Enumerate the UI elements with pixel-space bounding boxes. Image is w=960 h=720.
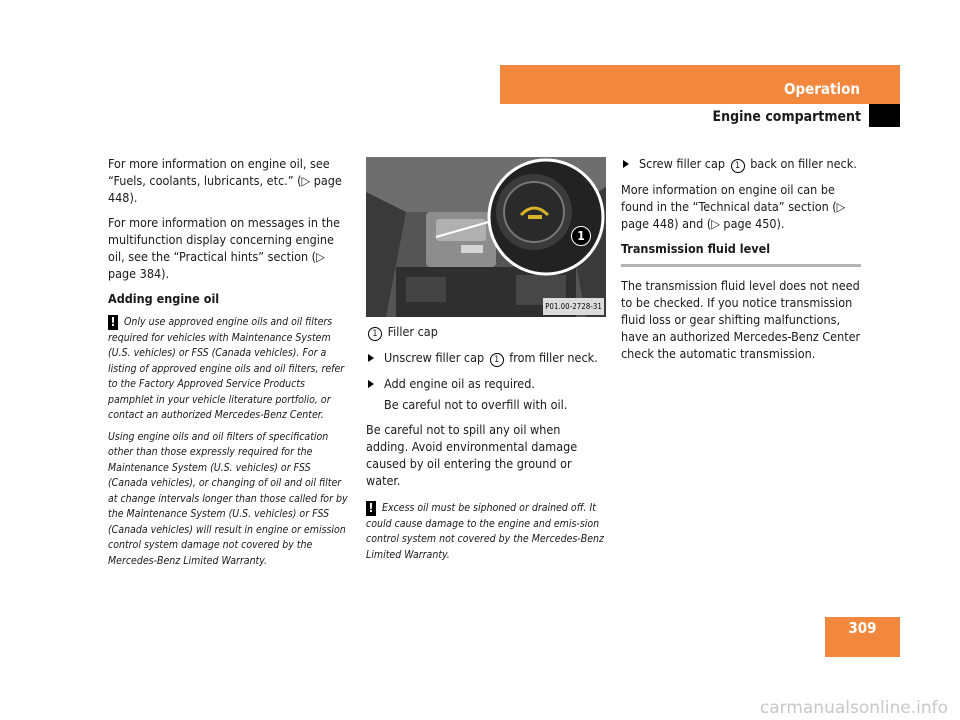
section-header: Operation <box>500 65 900 104</box>
engine-illustration <box>366 157 606 317</box>
step-text: back on filler neck. <box>750 156 857 171</box>
column-middle <box>366 155 606 569</box>
column-left <box>108 155 352 575</box>
warning-note-oils <box>108 315 352 424</box>
watermark: carmanualsonline.info <box>759 698 948 718</box>
page-number: 309 <box>825 617 900 657</box>
warning-note-oils-text: Only use approved engine oils and oil filters required for vehicles with Maintenance System (U.S. vehicles) or FSS (Canada vehicles). For a listing of approved engine oils and oil filters, refer to the Factory Approved Service Products pamphlet in your vehicle literature portfolio, or contact an authorized Mercedes-Benz Center. <box>108 316 345 421</box>
step-text: Screw filler cap <box>639 156 726 171</box>
engine-compartment-photo <box>366 157 606 317</box>
step-unscrew-cap <box>366 349 606 367</box>
paragraph-messages-info: For more information on messages in the multifunction display concerning engine oil, see the “Practical hints” section (▷ page 384). <box>108 215 341 281</box>
callout-number: 1 <box>368 327 382 341</box>
image-code: P01.00-2728-31 <box>543 298 604 315</box>
heading-adding-engine-oil: Adding engine oil <box>108 291 220 306</box>
paragraph-technical-data: More information on engine oil can be found in the “Technical data” section (▷ page 448) and (▷ page 450). <box>621 182 846 231</box>
warning-icon: ! <box>366 501 376 516</box>
column-right <box>621 155 861 370</box>
legend-filler-cap <box>366 323 606 341</box>
step-add-oil-note: Be careful not to overfill with oil. <box>384 397 568 412</box>
warning-icon: ! <box>108 315 118 330</box>
warning-note-excess-oil <box>366 501 606 563</box>
callout-number: 1 <box>731 159 745 173</box>
step-add-oil: Add engine oil as required. <box>366 375 606 392</box>
paragraph-transmission-fluid: The transmission fluid level does not need to be checked. If you notice transmission fluid loss or gear shifting malfunctions, have an authorized Mercedes-Benz Center check the automatic transmission. <box>621 278 861 361</box>
callout-1: 1 <box>571 226 591 246</box>
paragraph-spill-warning: Be careful not to spill any oil when adding. Avoid environmental damage caused by oil entering the ground or water. <box>366 422 578 488</box>
step-screw-cap <box>621 155 861 173</box>
paragraph-oil-info: For more information on engine oil, see “Fuels, coolants, lubricants, etc.” (▷ page 448). <box>108 156 342 205</box>
subsection-header: Engine compartment <box>712 109 861 125</box>
step-text: from filler neck. <box>509 350 598 365</box>
step-text: Unscrew filler cap <box>384 350 485 365</box>
warning-note-specification: Using engine oils and oil filters of specification other than those expressly required for the Maintenance System (U.S. vehicles) or FSS (Canada vehicles), or changing of oil and oil filter at change intervals longer than those called for by the Maintenance System (U.S. vehicles) or FSS (Canada vehicles) will result in engine or emission control system damage not covered by the Mercedes-Benz Limited Warranty. <box>108 430 348 567</box>
warning-note-excess-oil-text: Excess oil must be siphoned or drained off. It could cause damage to the engine and emis-sion control system not covered by the Mercedes-Benz Limited Warranty. <box>366 502 604 561</box>
heading-transmission-fluid: Transmission fluid level <box>621 240 861 267</box>
callout-number: 1 <box>490 353 504 367</box>
legend-text: Filler cap <box>387 324 438 339</box>
header-marker <box>869 104 900 127</box>
